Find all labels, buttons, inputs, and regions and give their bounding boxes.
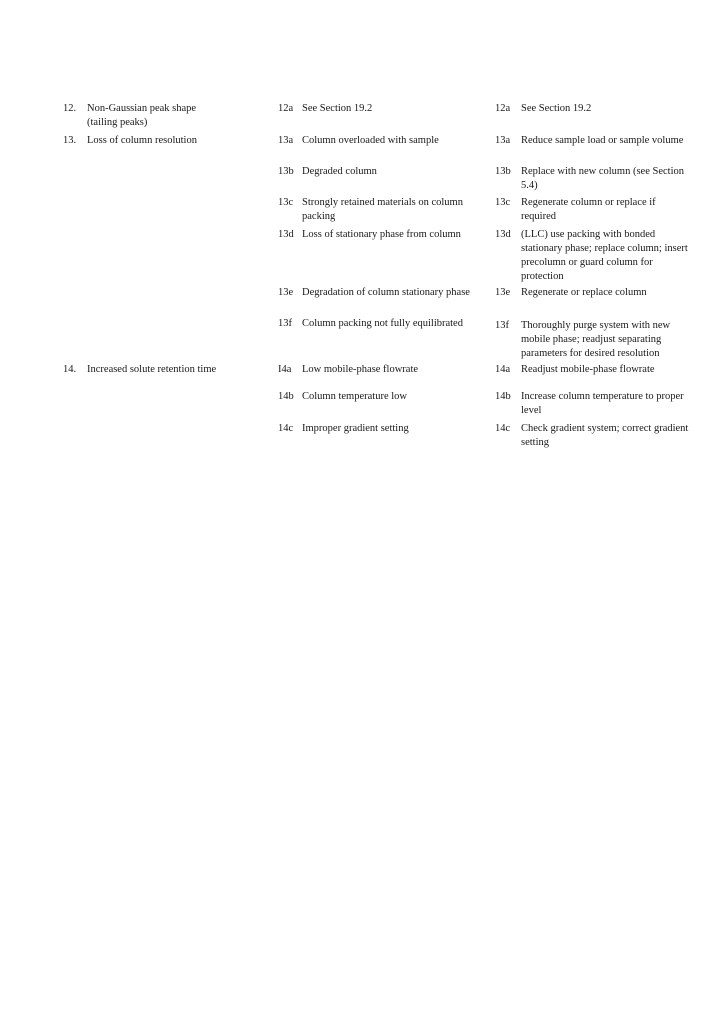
remedy-number: 13d: [495, 229, 511, 240]
remedy-number: 13e: [495, 287, 511, 298]
cause-text: Improper gradient setting: [302, 423, 409, 434]
problem-text: Loss of column resolution: [87, 135, 197, 146]
remedy-number: 14a: [495, 364, 511, 375]
remedy-number: 13c: [495, 197, 511, 208]
cause-text: Column overloaded with sample: [302, 135, 439, 146]
cause-cell: [278, 102, 472, 116]
cause-text: Column packing not fully equilibrated: [302, 318, 463, 329]
remedy-number: 13b: [495, 166, 511, 177]
cause-number: 14b: [278, 391, 294, 402]
problem-number: 14.: [63, 364, 77, 375]
remedy-cell: [495, 390, 693, 418]
remedy-text: (LLC) use packing with bonded stationary phase; replace column; insert precolumn or guard column for protection: [521, 229, 688, 282]
remedy-cell: [495, 196, 693, 224]
remedy-cell: [495, 165, 693, 193]
remedy-cell: [495, 134, 693, 148]
cause-number: 13b: [278, 166, 294, 177]
cause-text: Loss of stationary phase from column: [302, 229, 461, 240]
remedy-cell: [495, 286, 693, 300]
cause-cell: [278, 363, 472, 377]
cause-cell: [278, 390, 472, 404]
problem-number: 12.: [63, 103, 77, 114]
remedy-number: 14c: [495, 423, 511, 434]
cause-number: 12a: [278, 103, 294, 114]
remedy-cell: [495, 228, 693, 284]
remedy-text: Regenerate column or replace if required: [521, 197, 656, 222]
remedy-text: Readjust mobile-phase flowrate: [521, 364, 655, 375]
remedy-cell: [495, 422, 693, 450]
cause-number: 13c: [278, 197, 294, 208]
cause-text: Column temperature low: [302, 391, 407, 402]
cause-cell: [278, 134, 472, 148]
remedy-text: Reduce sample load or sample volume: [521, 135, 684, 146]
cause-cell: [278, 422, 472, 436]
remedy-number: 13a: [495, 135, 511, 146]
remedy-text: See Section 19.2: [521, 103, 592, 114]
problem-text: Increased solute retention time: [87, 364, 217, 375]
problem-text: Non-Gaussian peak shape (tailing peaks): [87, 103, 197, 128]
remedy-number: 12a: [495, 103, 511, 114]
remedy-number: 14b: [495, 391, 511, 402]
problem-cell: [63, 134, 217, 148]
remedy-text: Increase column temperature to proper level: [521, 391, 684, 416]
remedy-text: Replace with new column (see Section 5.4): [521, 166, 684, 191]
remedy-text: Regenerate or replace column: [521, 287, 647, 298]
cause-text: Degraded column: [302, 166, 377, 177]
cause-number: 13f: [278, 318, 292, 329]
cause-cell: [278, 196, 472, 224]
cause-text: See Section 19.2: [302, 103, 373, 114]
problem-cell: [63, 102, 217, 130]
cause-text: Strongly retained materials on column packing: [302, 197, 463, 222]
cause-number: 14c: [278, 423, 294, 434]
remedy-cell: [495, 319, 693, 361]
cause-text: Low mobile-phase flowrate: [302, 364, 419, 375]
remedy-cell: [495, 363, 693, 377]
cause-text: Degradation of column stationary phase: [302, 287, 470, 298]
cause-number: 13e: [278, 287, 294, 298]
remedy-number: 13f: [495, 320, 509, 331]
cause-cell: [278, 228, 472, 242]
problem-cell: [63, 363, 217, 377]
cause-cell: [278, 165, 472, 179]
cause-cell: [278, 286, 472, 300]
cause-cell: [278, 317, 472, 331]
cause-number: 13a: [278, 135, 294, 146]
cause-number: 13d: [278, 229, 294, 240]
remedy-text: Thoroughly purge system with new mobile phase; readjust separating parameters for desired resolution: [521, 320, 671, 359]
remedy-cell: [495, 102, 693, 116]
cause-number: I4a: [278, 364, 292, 375]
problem-number: 13.: [63, 135, 77, 146]
remedy-text: Check gradient system; correct gradient setting: [521, 423, 689, 448]
